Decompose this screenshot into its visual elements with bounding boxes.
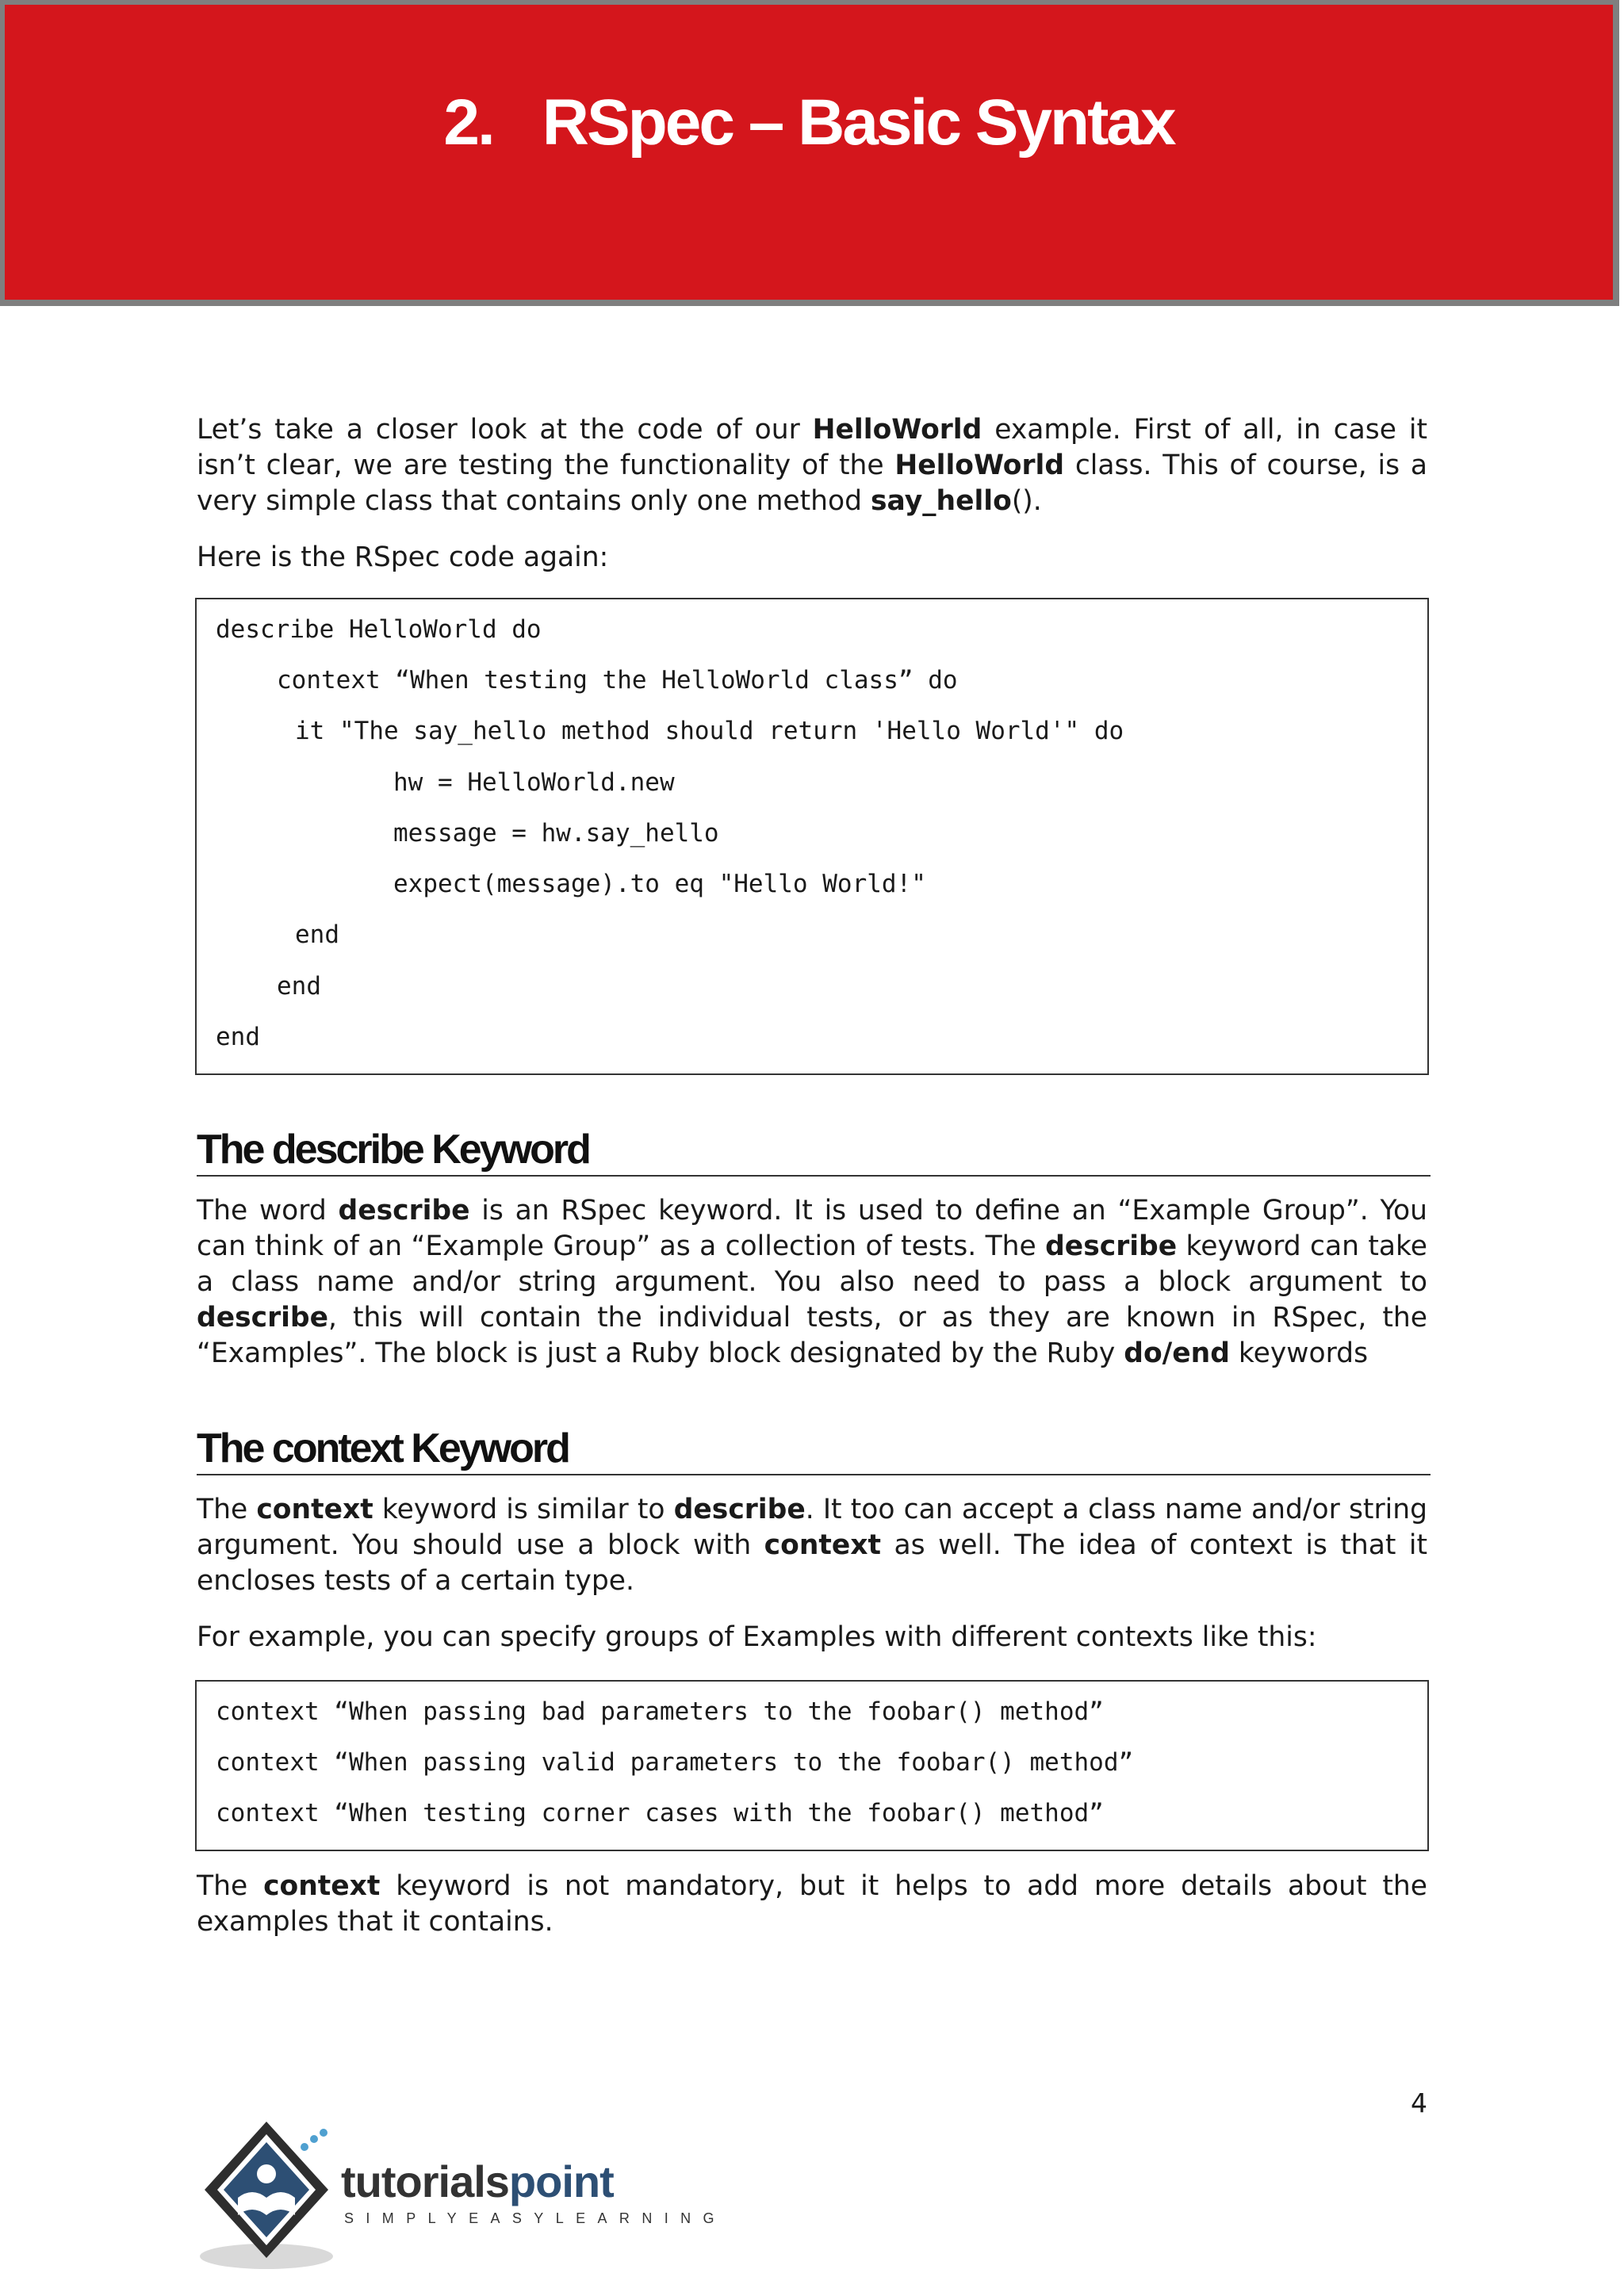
context-paragraph: The context keyword is similar to describe. It too can accept a class name and/or string argument. You should use a block with context as well. The idea of context is that it encloses tests of a certain type. [197,1494,1427,1597]
section-heading-describe: The describe Keyword [197,1129,1431,1177]
code-line: context “When passing bad parameters to the foobar() method” [216,1697,1104,1726]
chapter-title-text: RSpec – Basic Syntax [542,86,1174,159]
describe-paragraph: The word describe is an RSpec keyword. It is used to define an “Example Group”. You can think of an “Example Group” as a collection of tests. The describe keyword can take a class name and/or string argument. You also need to pass a block argument to describe, this will contain the individual tests, or as they are known in RSpec, the “Examples”. The block is just a Ruby block designated by the Ruby do/end keywords [197,1195,1427,1369]
logo-tagline: SIMPLYEASYLEARNING [344,2210,726,2226]
code-line: end [216,1023,260,1051]
chapter-number: 2. [443,86,493,159]
page-number: 4 [1411,2087,1427,2118]
context-closing-paragraph: The context keyword is not mandatory, but it helps to add more details about the examples that it contains. [197,1870,1428,1938]
logo-wordmark: tutorialspoint [341,2156,614,2206]
code-line: context “When testing corner cases with the foobar() method” [216,1799,1104,1827]
chapter-banner [0,0,1619,306]
code-line: context “When passing valid parameters to the foobar() method” [216,1748,1134,1777]
code-line: describe HelloWorld do [216,615,542,644]
context-example-intro: For example, you can specify groups of Examples with different contexts like this: [197,1621,1317,1653]
chapter-title [5,86,1613,159]
intro-paragraph: Let’s take a closer look at the code of our HelloWorld example. First of all, in case it isn’t clear, we are testing the functionality of the HelloWorld class. This of course, is a very simple class that contains only one method say_hello(). [197,414,1427,517]
code-line: context “When testing the HelloWorld class” do [277,666,958,695]
code-intro-text: Here is the RSpec code again: [197,541,609,573]
logo-emblem-icon [193,2115,344,2274]
code-line: hw = HelloWorld.new [393,768,675,797]
code-line: end [295,920,339,949]
tutorialspoint-logo [193,2115,726,2274]
code-line: expect(message).to eq "Hello World!" [393,870,926,898]
code-line: it "The say_hello method should return 'Hello World'" do [295,717,1124,745]
code-block-contexts [195,1680,1429,1851]
section-heading-context: The context Keyword [197,1428,1431,1475]
code-block-helloworld [195,598,1429,1075]
code-line: message = hw.say_hello [393,819,719,848]
code-line: end [277,972,321,1001]
